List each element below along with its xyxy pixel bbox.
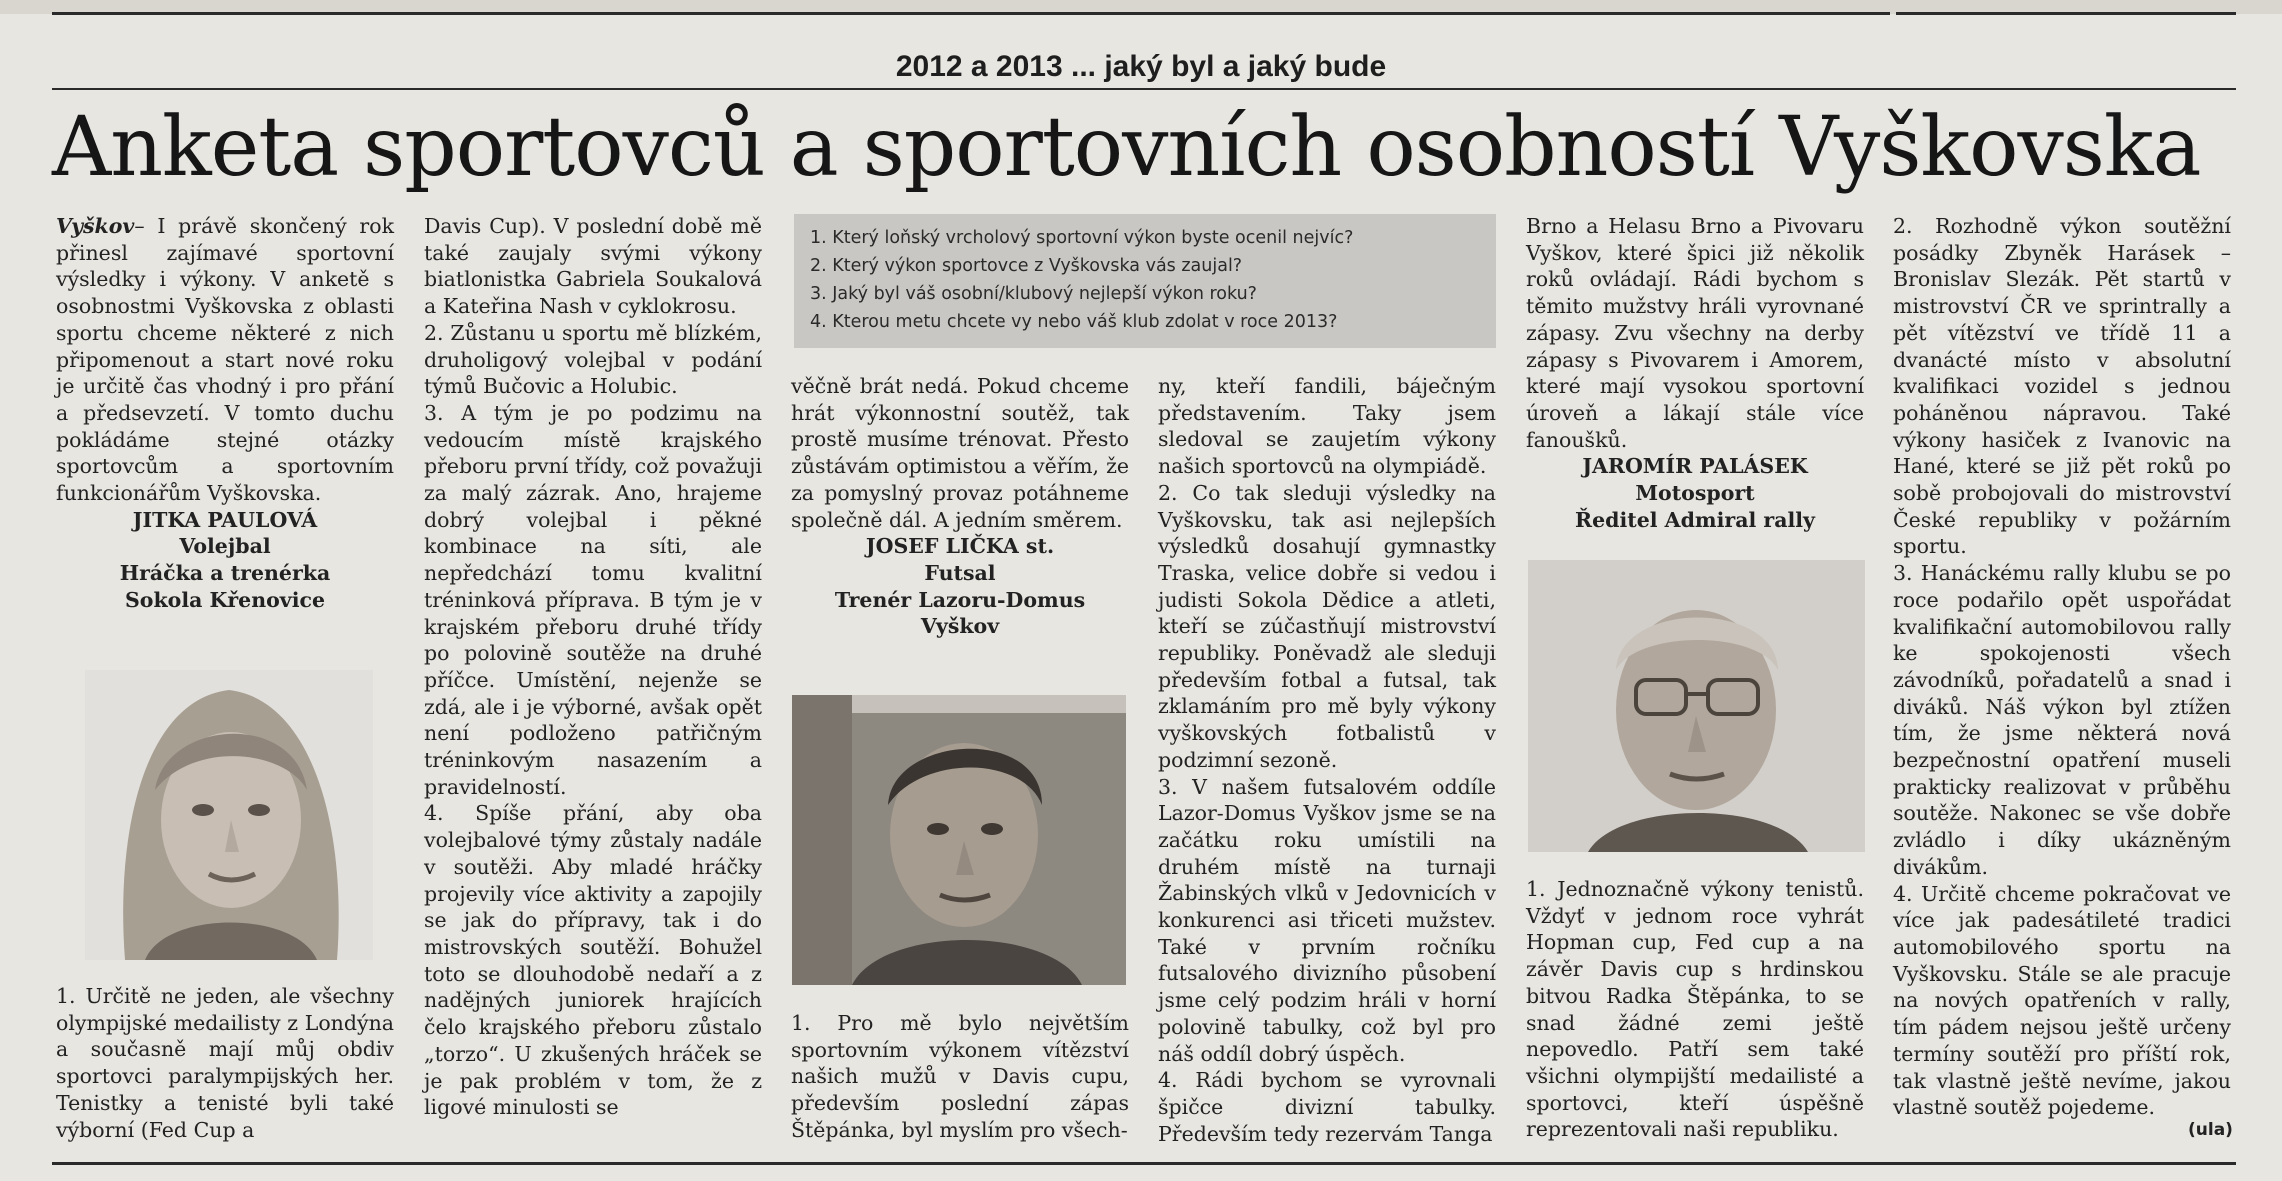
question-3: 3. Jaký byl váš osobní/klubový nejlepší výkon roku? [810, 284, 1257, 304]
paulova-answer-4-cont: věčně brát nedá. Pokud chceme hrát výkonnostní soutěž, tak prostě musíme trénovat. Přesto zůstávám optimistou a věřím, že za pomyslný provaz potáhneme společně dál. A jedním směrem. [791, 374, 1129, 532]
question-1: 1. Který loňský vrcholový sportovní výkon byste ocenil nejvíc? [810, 228, 1354, 248]
licka-answer-1-cont: ny, kteří fandili, báječným představením. Taky jsem sledoval se zaujetím výkony našich sportovců na olympiádě. [1158, 374, 1496, 479]
question-2: 2. Který výkon sportovce z Vyškovska vás zaujal? [810, 256, 1243, 276]
questions-box [794, 214, 1496, 348]
palasek-answer-4: 4. Určitě chceme pokračovat ve více jak padesátileté tradici automobilového sportu na Vyškovsku. Stále se ale pracuje na nových opatřeních v rally, tím pádem nejsou ještě určeny termíny soutěží pro příští rok, tak vlastně ještě nevíme, jakou vlastně soutěž pojedeme. [1893, 881, 2231, 1120]
paulova-answer-1-cont: Davis Cup). V poslední době mě také zaujaly svými výkony biatlonistka Gabriela Soukalová a Kateřina Nash v cyklokrosu. [424, 214, 762, 319]
column-1 [56, 213, 394, 614]
paulova-answer-3: 3. A tým je po podzimu na vedoucím místě krajského přeboru první třídy, což považuji za malý zázrak. Ano, hrajeme dobrý volejbal i pěkné kombinace na síti, ale nepředchází tomu kvalitní tréninková příprava. B tým je v krajském přeboru druhé třídy po polovině soutěže na druhé příčce. Umístění, nejenže se zdá, ale i je výborné, avšak opět není podloženo patřičným tréninkovým nasazením a pravidelností. [424, 400, 762, 799]
byline-sport-licka: Futsal [924, 560, 996, 585]
column-2 [424, 213, 762, 1121]
portrait-woman-icon [85, 670, 373, 960]
byline-name-paulova: JITKA PAULOVÁ [132, 507, 318, 532]
kicker-rule [52, 88, 2236, 90]
column-4 [1158, 373, 1496, 1147]
question-4: 4. Kterou metu chcete vy nebo váš klub zdolat v roce 2013? [810, 312, 1338, 332]
byline-name-licka: JOSEF LIČKA st. [865, 534, 1055, 559]
column-6 [1893, 213, 2231, 1121]
byline-sport-paulova: Volejbal [179, 534, 271, 559]
paulova-answer-4: 4. Spíše přání, aby oba volejbalové týmy zůstaly nadále v soutěži. Aby mladé hráčky projevily více aktivity a zapojily se jak do přípravy, tak i do mistrovských soutěží. Bohužel toto se dlouhodobě nedaří a z nadějných juniorek hrajících čelo krajského přeboru zůstalo „torzo“. U zkušených hráček se je pak problém v tom, že z ligové minulosti se [424, 801, 762, 1120]
paulova-answer-1: 1. Určitě ne jeden, ale všechny olympijské medailisty z Londýna a současně mají můj obdiv sportovci paralympijských her. Tenistky a tenisté byli také výborní (Fed Cup a [56, 984, 394, 1142]
licka-answer-4: 4. Rádi bychom se vyrovnali špičce divizní tabulky. Především tedy rezervám Tanga [1158, 1068, 1496, 1146]
byline-role-paulova: Hráčka a trenérka [119, 561, 331, 586]
intro-text: – I právě skončený rok přinesl zajímavé sportovní výsledky i výkony. V anketě s osobnostmi Vyškovska z oblasti sportu chceme některé z nich připomenout a start nové roku je určitě čas vhodný i pro přání a předsevzetí. V tomto duchu pokládáme stejné otázky sportovcům a sportovním funkcionářům Vyškovska. [56, 214, 394, 506]
column-5-bottom [1526, 876, 1864, 1143]
byline-sport-palasek: Motosport [1635, 481, 1755, 506]
palasek-answer-1: 1. Jednoznačně výkony tenistů. Vždyť v jednom roce vyhrát Hopman cup, Fed cup a na závěr Davis cup s hrdinskou bitvou Radka Štěpánka, to se snad žádné zemi ještě nepovedlo. Patří sem také všichni olympijští medailisté a sportovci, kteří úspěšně reprezentovali naši republiku. [1526, 877, 1864, 1142]
photo-palasek [1528, 560, 1865, 852]
kicker: 2012 a 2013 ... jaký byl a jaký bude [895, 50, 1387, 83]
column-3-bottom [791, 1010, 1129, 1144]
byline-role-palasek: Ředitel Admiral rally [1575, 507, 1815, 532]
top-rule-right [1896, 12, 2236, 15]
photo-licka [792, 695, 1126, 985]
column-5 [1526, 213, 1864, 533]
author-credit: (ula) [2188, 1120, 2233, 1140]
photo-paulova [85, 670, 373, 960]
licka-answer-3: 3. V našem futsalovém oddíle Lazor-Domus Vyškov jsme se na začátku roku umístili na druhém místě na turnaji Žabinských vlků v Jedovnicích v konkurenci asi třiceti mužstev. Také v prvním ročníku futsalového divizního působení jsme celý podzim hráli v horní polovině tabulky, což byl pro náš oddíl dobrý úspěch. [1158, 774, 1496, 1066]
licka-answer-1: 1. Pro mě bylo největším sportovním výkonem vítězství našich mužů v Davis cupu, především poslední zápas Štěpánka, byl myslím pro všech- [791, 1011, 1129, 1142]
palasek-answer-2: 2. Rozhodně výkon soutěžní posádky Zbyněk Harásek – Bronislav Slezák. Pět startů v mistrovství ČR ve sprintrally a pět vítězství ve třídě 11 a dvanácté místo v absolutní kvalifikaci vozidel s jednou poháněnou nápravou. Také výkony hasiček z Ivanovic na Hané, které se již pět roků po sobě probojovali do mistrovství České republiky v požárním sportu. [1893, 214, 2231, 559]
intro-place: Vyškov [56, 214, 135, 238]
portrait-man-glasses-icon [1528, 560, 1865, 852]
column-3 [791, 373, 1129, 640]
licka-answer-2: 2. Co tak sleduji výsledky na Vyškovsku, tak asi nejlepších výsledků dosahují gymnastky Traska, velice dobře si vedou i judisti Sokola Dědice a atleti, kteří se zúčastňují mistrovství republiky. Poněvadž ale sleduji především fotbal a futsal, tak zklamáním pro mě byly výkony vyškovských fotbalistů v podzimní sezoně. [1158, 480, 1496, 772]
paulova-answer-2: 2. Zůstanu u sportu mě blízkém, druholigový volejbal v podání týmů Bučovic a Holubic. [424, 320, 762, 399]
byline-club-licka: Vyškov [920, 614, 1000, 639]
portrait-man-icon [792, 695, 1126, 985]
byline-name-palasek: JAROMÍR PALÁSEK [1582, 454, 1808, 479]
bottom-rule [52, 1162, 2236, 1165]
column-1-bottom [56, 983, 394, 1143]
intro [56, 213, 394, 507]
palasek-answer-3: 3. Hanáckému rally klubu se po roce podařilo opět uspořádat kvalifikační automobilovou rally ke spokojenosti všech závodníků, pořadatelů a snad i diváků. Náš výkon byl ztížen tím, že jsme některá nová bezpečnostní opatření museli prakticky realizovat v průběhu soutěže. Nakonec se vše dobře zvládlo i díky ukázněným divákům. [1893, 561, 2231, 879]
headline: Anketa sportovců a sportovních osobností Vyškovska [52, 100, 2201, 195]
byline-club-paulova: Sokola Křenovice [124, 587, 326, 612]
byline-role-licka: Trenér Lazoru-Domus [834, 587, 1086, 612]
licka-answer-4-cont: Brno a Helasu Brno a Pivovaru Vyškov, které špici již několik roků ovládají. Rádi bychom s těmito mužstvy hráli vyrovnané zápasy. Zvu všechny na derby zápasy s Pivovarem i Amorem, které mají vysokou sportovní úroveň a lákají stále více fanoušků. [1526, 214, 1864, 452]
top-rule [52, 12, 1890, 15]
